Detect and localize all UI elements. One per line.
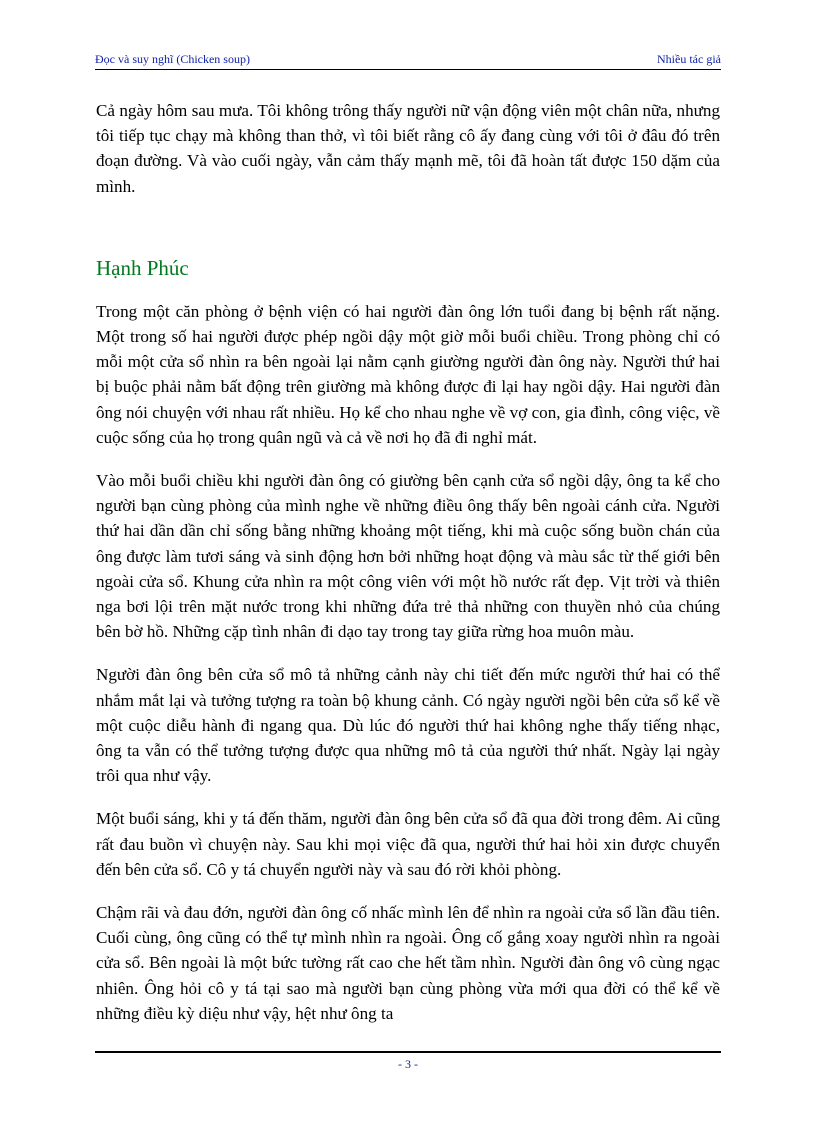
intro-paragraph: Cả ngày hôm sau mưa. Tôi không trông thấy người nữ vận động viên một chân nữa, nhưng tôi tiếp tục chạy mà không than thở, vì tôi biết rằng cô ấy đang cùng với tôi ở đâu đó trên đoạn đường. Và vào cuối ngày, vẫn cảm thấy mạnh mẽ, tôi đã hoàn tất được 150 dặm của mình. [96, 101, 720, 196]
body-paragraph-3: Người đàn ông bên cửa sổ mô tả những cảnh này chi tiết đến mức người thứ hai có thể nhắm mắt lại và tưởng tượng ra toàn bộ khung cảnh. Có ngày người ngồi bên cửa sổ kể về một cuộc diễu hành đi ngang qua. Dù lúc đó người thứ hai không nghe thấy tiếng nhạc, ông ta vẫn có thể tưởng tượng được qua những mô tả của người thứ nhất. Ngày lại ngày trôi qua như vậy. [96, 665, 720, 786]
page-header [95, 50, 721, 72]
header-rule [95, 69, 721, 70]
page-footer [95, 1051, 721, 1072]
page-number: - 3 - [398, 1057, 418, 1071]
section-title: Hạnh Phúc [96, 255, 189, 280]
page-content [96, 98, 720, 1044]
body-paragraph-4: Một buổi sáng, khi y tá đến thăm, người đàn ông bên cửa sổ đã qua đời trong đêm. Ai cũng rất đau buồn vì chuyện này. Sau khi mọi việc đã qua, người thứ hai hỏi xin được chuyển đến bên cửa sổ. Cô y tá chuyển người này và sau đó rời khỏi phòng. [96, 809, 720, 879]
body-paragraph-1: Trong một căn phòng ở bệnh viện có hai người đàn ông lớn tuổi đang bị bệnh rất nặng. Một trong số hai người được phép ngồi dậy một giờ mỗi buổi chiều. Trong phòng chỉ có mỗi một cửa sổ nhìn ra bên ngoài lại nằm cạnh giường người đàn ông này. Người thứ hai bị buộc phải nằm bất động trên giường mà không được đi lại hay ngồi dậy. Hai người đàn ông nói chuyện với nhau rất nhiều. Họ kể cho nhau nghe về vợ con, gia đình, công việc, về cuộc sống của họ trong quân ngũ và cả về nơi họ đã đi nghỉ mát. [96, 301, 720, 447]
header-book-title: Đọc và suy nghĩ (Chicken soup) [95, 52, 250, 66]
body-paragraph-5: Chậm rãi và đau đớn, người đàn ông cố nhấc mình lên để nhìn ra ngoài cửa sổ lần đầu tiên. Cuối cùng, ông cũng có thể tự mình nhìn ra ngoài. Ông cố gắng xoay người nhìn ra ngoài cửa sổ. Bên ngoài là một bức tường rất cao che hết tầm nhìn. Người đàn ông vô cùng ngạc nhiên. Ông hỏi cô y tá tại sao mà người bạn cùng phòng vừa mới qua đời có thể kể về những điều kỳ diệu như vậy, hệt như ông ta [96, 903, 720, 1023]
footer-rule [95, 1051, 721, 1053]
body-paragraph-2: Vào mỗi buổi chiều khi người đàn ông có giường bên cạnh cửa sổ ngồi dậy, ông ta kể cho người bạn cùng phòng của mình nghe về những điều ông thấy bên ngoài cánh cửa. Người thứ hai dần dần chỉ sống bằng những khoảng một tiếng, khi mà cuộc sống buồn chán của ông được làm tươi sáng và sinh động hơn bởi những hoạt động và màu sắc từ thế giới bên ngoài cửa sổ. Khung cửa nhìn ra một công viên với một hồ nước rất đẹp. Vịt trời và thiên nga bơi lội trên mặt nước trong khi những đứa trẻ thả những con thuyền nhỏ của chúng bên bờ hồ. Những cặp tình nhân đi dạo tay trong tay giữa rừng hoa muôn màu. [96, 471, 720, 642]
header-author: Nhiều tác giả [657, 52, 721, 66]
